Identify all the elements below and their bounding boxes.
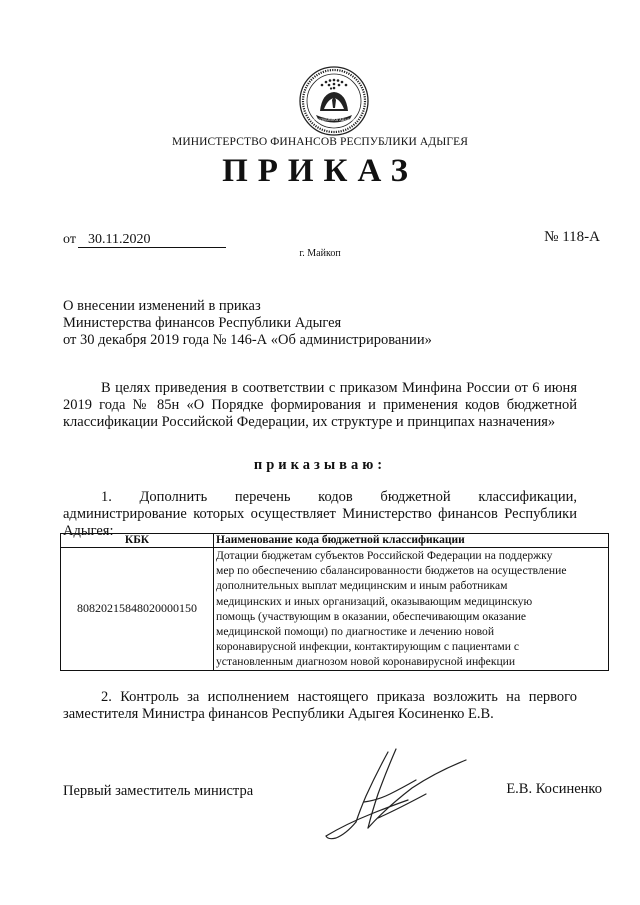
subject-line: О внесении изменений в приказ xyxy=(63,298,261,314)
kbk-name-line: Дотации бюджетам субъектов Российской Федерации на поддержку xyxy=(216,549,553,562)
kbk-table xyxy=(60,533,609,671)
subject-line: от 30 декабря 2019 года № 146-А «Об администрировании» xyxy=(63,332,432,348)
column-header-name: Наименование кода бюджетной классификации xyxy=(214,534,609,548)
city: г. Майкоп xyxy=(299,248,341,259)
table-row xyxy=(61,548,609,671)
signatory-name: Е.В. Косиненко xyxy=(506,781,602,797)
column-header-kbk: КБК xyxy=(61,534,214,548)
handwritten-signature xyxy=(316,744,486,844)
date-label: от xyxy=(63,232,76,247)
order-subject xyxy=(63,298,432,349)
kbk-name-line: медицинских и иных организаций, оказывающим медицинскую xyxy=(216,594,533,608)
order-number: № 118-А xyxy=(544,229,600,245)
preamble-paragraph: В целях приведения в соответствии с приказом Минфина России от 6 июня 2019 года № 85н «О Порядке формирования и применения кодов бюджетной классификации Российской Федерации, их структуре и принципах назначения» xyxy=(63,380,577,430)
subject-line: Министерства финансов Республики Адыгея xyxy=(63,315,342,331)
kbk-name xyxy=(214,548,609,671)
document-title: ПРИКАЗ xyxy=(222,153,418,189)
kbk-name-line: мер по обеспечению сбалансированности бюджетов на осуществление xyxy=(216,564,567,578)
kbk-code: 80820215848020000150 xyxy=(61,548,214,671)
kbk-name-line: коронавирусной инфекции, контактирующим с пациентами с xyxy=(216,640,519,654)
kbk-name-line: дополнительных выплат медицинским и иным работникам xyxy=(216,579,508,593)
table-header-row xyxy=(61,534,609,548)
kbk-name-line: установленным диагнозом новой коронавирусной инфекции xyxy=(216,655,516,669)
kbk-name-line: помощь (участвующим в оказании, обеспечивающим оказание xyxy=(216,609,527,623)
order-item-1: 1. Дополнить перечень кодов бюджетной классификации, администрирование которых осуществляет Министерство финансов Республики Адыгея: xyxy=(63,489,577,539)
svg-text:РЕСПУБЛИКА АДЫГЕЯ: РЕСПУБЛИКА АДЫГЕЯ xyxy=(313,118,355,122)
adygea-coat-of-arms-icon xyxy=(296,63,372,139)
signatory-position: Первый заместитель министра xyxy=(63,783,254,799)
kbk-name-line: медицинской помощи) по диагностике и лечению новой xyxy=(216,625,495,639)
order-word: приказываю: xyxy=(253,457,387,473)
ministry-name: МИНИСТЕРСТВО ФИНАНСОВ РЕСПУБЛИКИ АДЫГЕЯ xyxy=(172,136,468,148)
order-item-2: 2. Контроль за исполнением настоящего приказа возложить на первого заместителя Министра финансов Республики Адыгея Косиненко Е.В. xyxy=(63,689,577,722)
order-date: 30.11.2020 xyxy=(78,232,226,248)
